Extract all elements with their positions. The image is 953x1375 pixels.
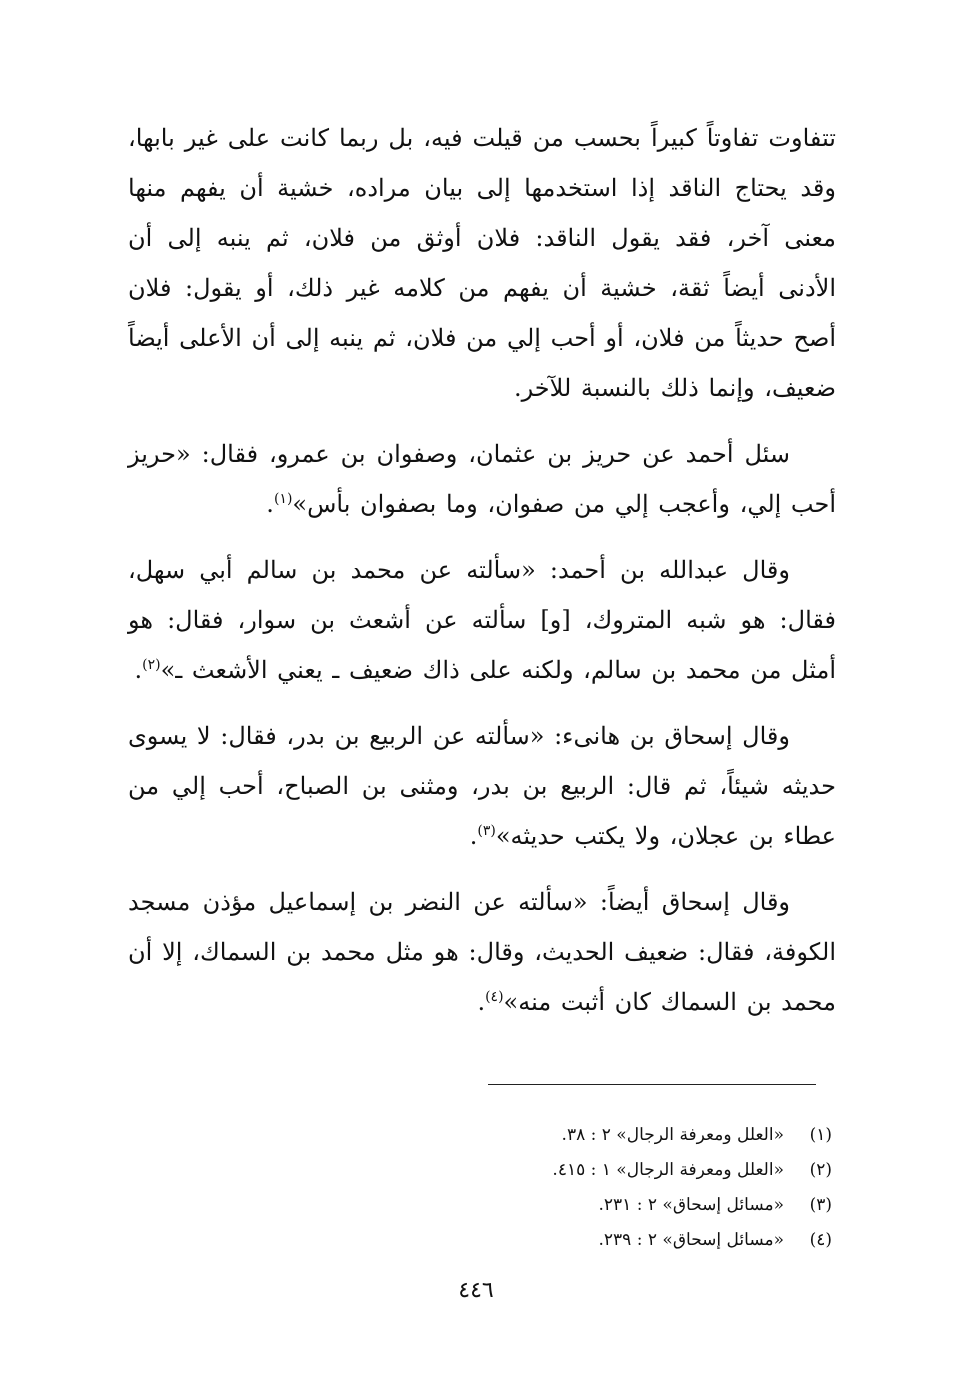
footnote-separator [488, 1084, 816, 1085]
paragraph-end-mark: . [469, 822, 478, 850]
footnote-marker: (٣) [477, 823, 496, 839]
paragraph-ishaq-also [128, 877, 836, 1027]
paragraph-end-mark: . [477, 988, 486, 1016]
paragraph-abdullah-ibn-ahmad [128, 545, 836, 695]
footnote-item [300, 1153, 832, 1188]
footnote-number: (٤) [809, 1230, 832, 1250]
paragraph-ahmad-on-hariz [128, 429, 836, 529]
footnote-marker: (٢) [142, 657, 161, 673]
paragraph-text: وقال عبدالله بن أحمد: «سألته عن محمد بن سالم أبي سهل، فقال: هو شبه المتروك، [و] سألته عن أشعث بن سوار، فقال: هو أمثل من محمد بن سالم، ولكنه على ذاك ضعيف ـ يعني الأشعث ـ» [128, 556, 836, 684]
footnote-text: «مسائل إسحاق» ٢ : ٢٣٩. [598, 1230, 784, 1250]
footnote-marker: (١) [273, 491, 293, 507]
paragraph-text: وقال إسحاق بن هانىء: «سألته عن الربيع بن بدر، فقال: لا يسوى حديثه شيئاً، ثم قال: الربيع بن بدر، ومثنى بن الصباح، أحب إلي من عطاء بن عجلان، ولا يكتب حديثه» [128, 722, 836, 850]
footnote-number: (١) [809, 1125, 832, 1145]
footnote-item [300, 1118, 832, 1153]
footnote-item [300, 1188, 832, 1223]
paragraph-ishaq-ibn-hani [128, 711, 836, 861]
main-text [128, 113, 836, 1043]
page-number: ٤٤٦ [458, 1278, 494, 1303]
footnote-number: (٣) [809, 1195, 832, 1215]
paragraph-text: وقال إسحاق أيضاً: «سألته عن النضر بن إسماعيل مؤذن مسجد الكوفة، فقال: ضعيف الحديث، وقال: هو مثل محمد بن السماك، إلا أن محمد بن السماك كان أثبت منه» [128, 888, 836, 1016]
paragraph-text: تتفاوت تفاوتاً كبيراً بحسب من قيلت فيه، بل ربما كانت على غير بابها، وقد يحتاج الناقد إذا استخدمها إلى بيان مراده، خشية أن يفهم منها معنى آخر، فقد يقول الناقد: فلان أوثق من فلان، ثم ينبه إلى أن الأدنى أيضاً ثقة، خشية أن يفهم من كلامه غير ذلك، أو يقول: فلان أصح حديثاً من فلان، أو أحب إلي من فلان، ثم ينبه إلى أن الأعلى أيضاً ضعيف، وإنما ذلك بالنسبة للآخر. [128, 124, 836, 402]
footnote-item [300, 1223, 832, 1258]
footnote-number: (٢) [809, 1160, 832, 1180]
footnote-marker: (٤) [485, 989, 504, 1005]
paragraph-end-mark: . [134, 656, 143, 684]
paragraph-end-mark: . [266, 490, 274, 518]
footnote-text: «العلل ومعرفة الرجال» ٢ : ٣٨. [561, 1125, 784, 1145]
footnotes [300, 1118, 832, 1258]
paragraph-text: سئل أحمد عن حريز بن عثمان، وصفوان بن عمرو، فقال: «حريز أحب إلي، وأعجب إلي من صفوان، وما بصفوان بأس» [128, 440, 836, 518]
footnote-text: «مسائل إسحاق» ٢ : ٢٣١. [598, 1195, 784, 1215]
paragraph-continuation [128, 113, 836, 413]
footnote-text: «العلل ومعرفة الرجال» ١ : ٤١٥. [552, 1160, 784, 1180]
